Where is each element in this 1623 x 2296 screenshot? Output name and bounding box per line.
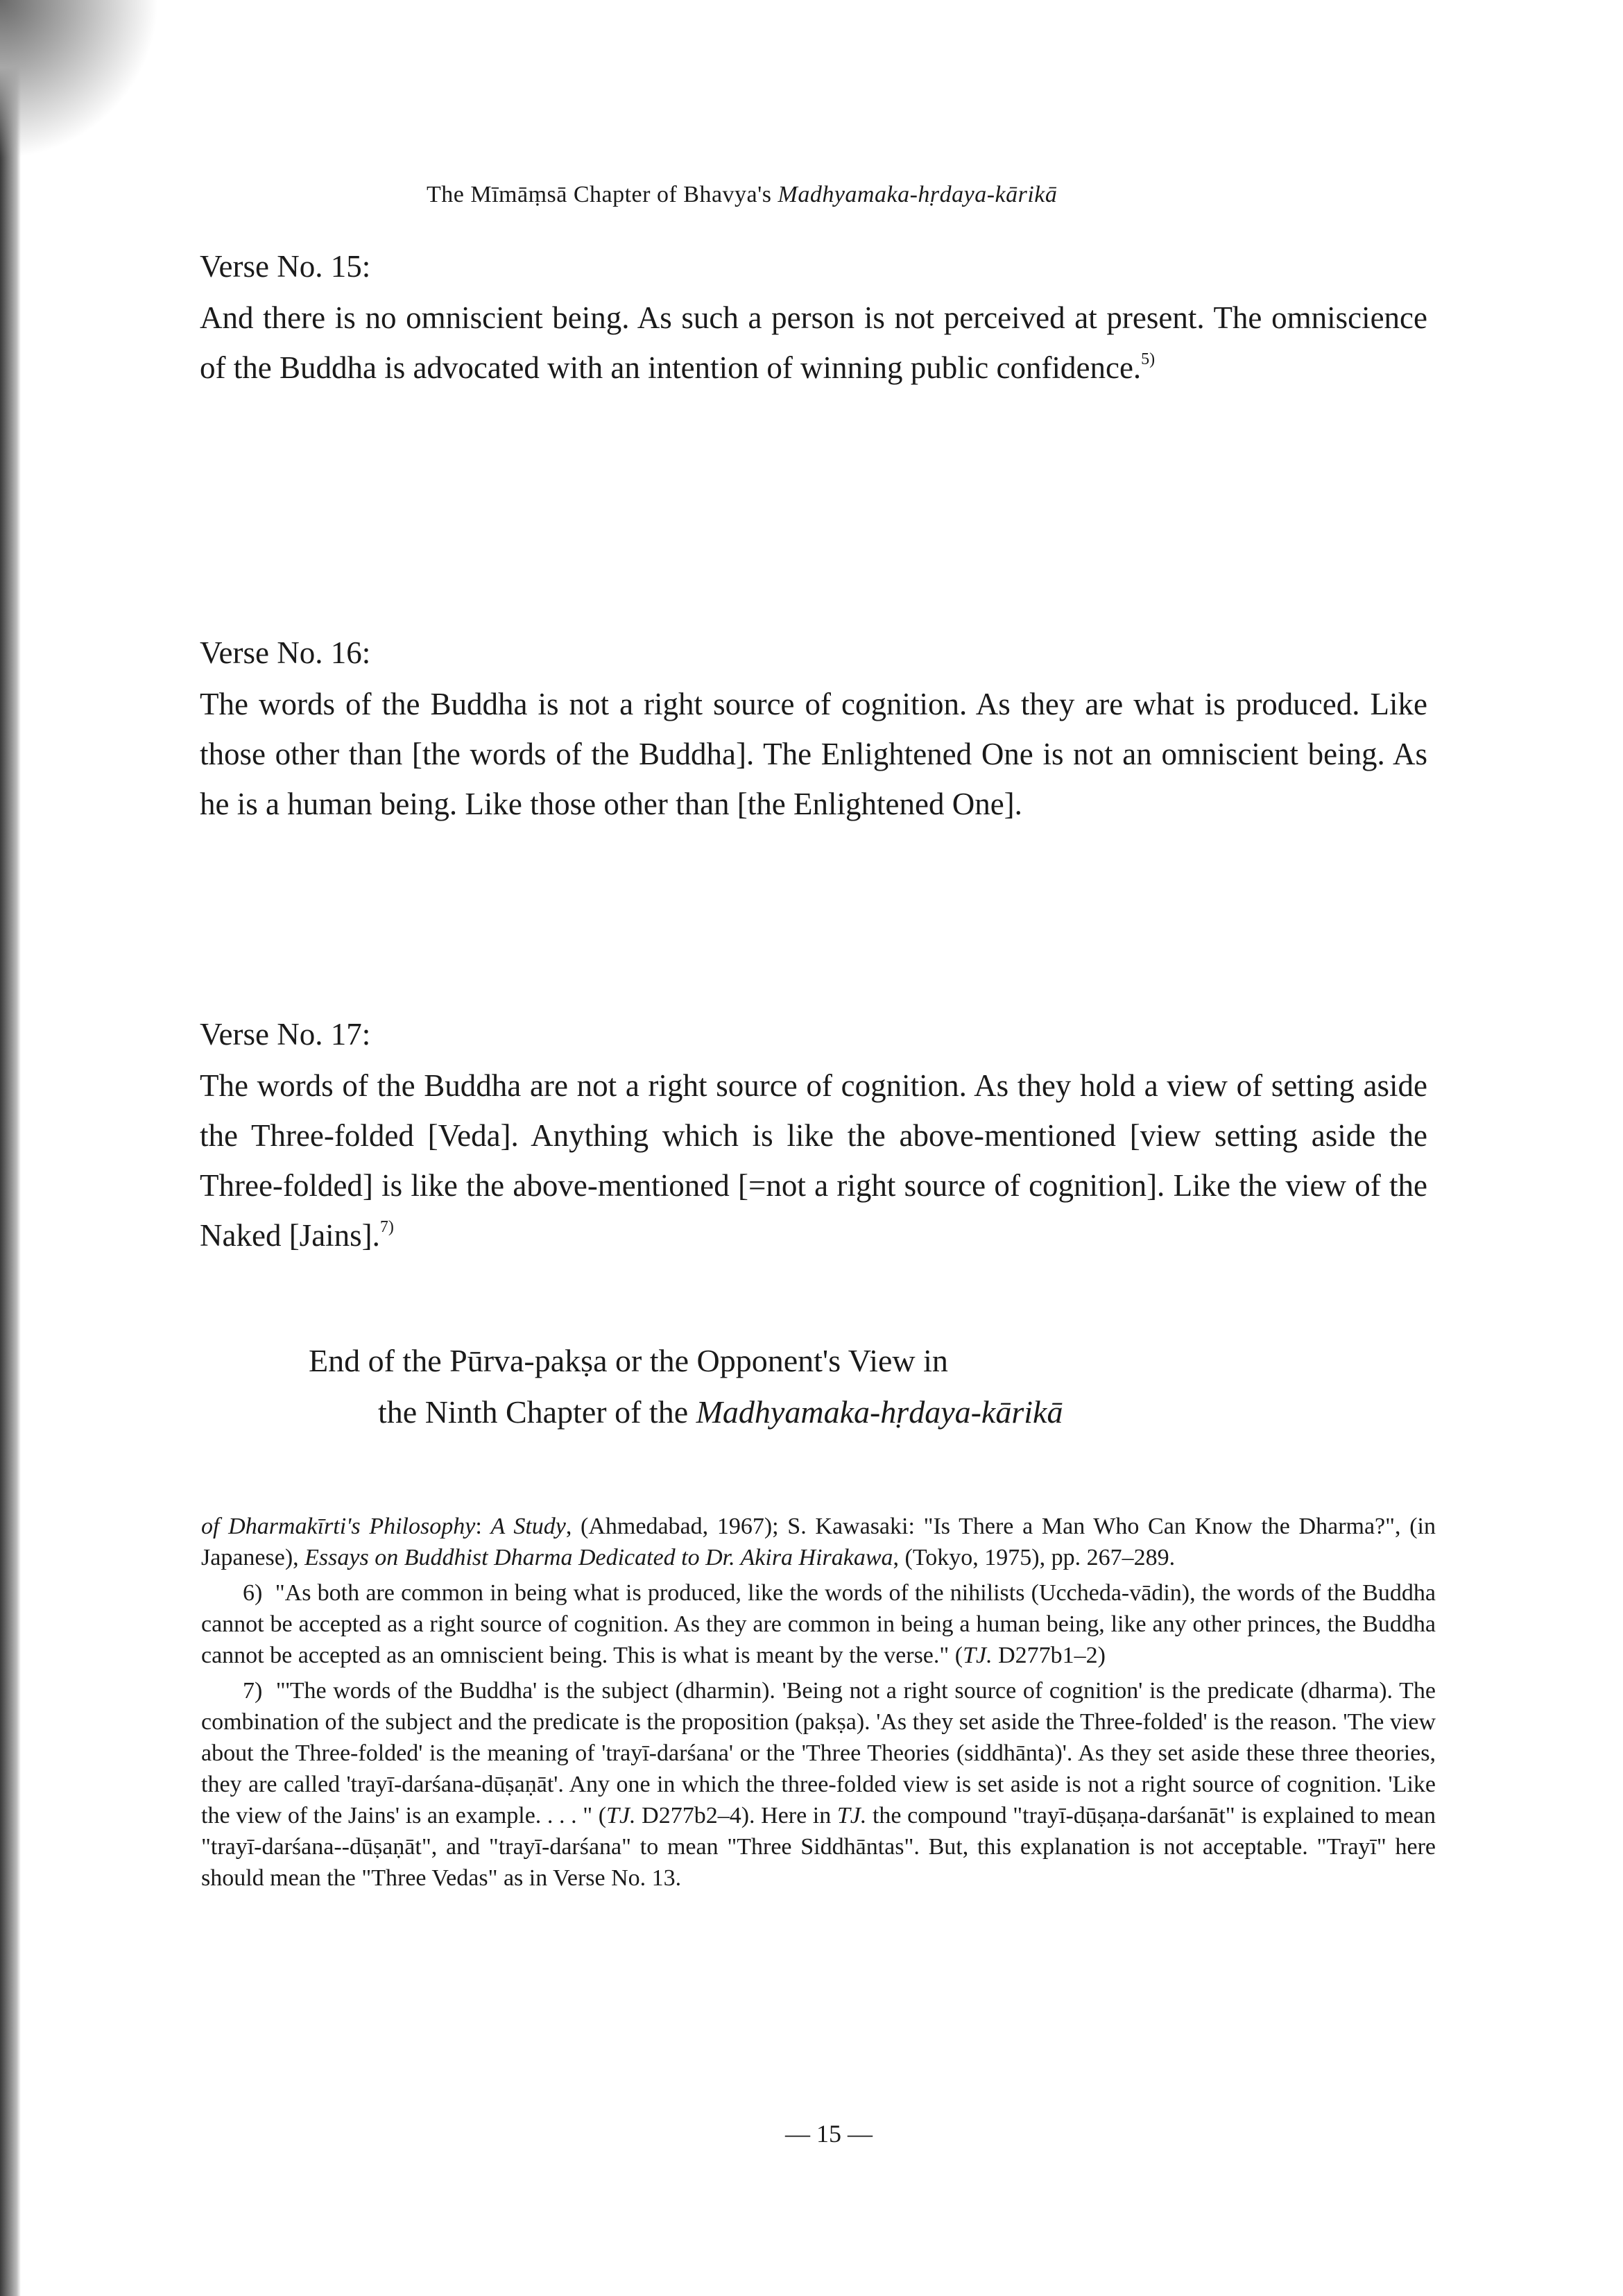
verse-label: Verse No. 16: (200, 635, 371, 670)
end-note-title: Madhyamaka-hṛdaya-kārikā (696, 1394, 1063, 1430)
footnote-ref: 7) (379, 1218, 394, 1236)
book-binding-shadow (0, 0, 21, 2296)
footnote-continuation: of Dharmakīrti's Philosophy: A Study, (Ahmedabad, 1967); S. Kawasaki: "Is There a Man Who Can Know the Dharma?", (in Japanese), Essays on Buddhist Dharma Dedicated to Dr. Akira Hirakawa, (Tokyo, 1975), pp. 267–289. (201, 1514, 1436, 1570)
verse-text: The words of the Buddha are not a right source of cognition. As they hold a view of setting aside the Three-folded [Veda]. Anything which is like the above-mentioned [view setting aside the Three-folded] is like the above-mentioned [=not a right source of cognition]. Like the view of the Naked [Jains].$^{7)}$ (200, 1068, 1427, 1253)
page-corner-shadow (0, 0, 160, 160)
chapter-end-note (309, 1335, 1349, 1438)
verse-label: Verse No. 15: (200, 249, 371, 284)
verse-15 (200, 241, 1427, 393)
running-head-title: Madhyamaka-hṛdaya-kārikā (778, 182, 1058, 207)
end-note-line-1: End of the Pūrva-pakṣa or the Opponent's View in (309, 1343, 948, 1378)
footnote-ref: 5) (1141, 350, 1156, 368)
footnote-6: 6) "As both are common in being what is produced, like the words of the nihilists (Uccheda-vādin), the words of the Buddha cannot be accepted as a right source of cognition. As they are common in being a human being, like any other princes, the Buddha cannot be accepted as an omniscient being. This is what is meant by the verse." (TJ. D277b1–2) (201, 1580, 1436, 1668)
verse-text: And there is no omniscient being. As such a person is not perceived at present. The omniscience of the Buddha is advocated with an intention of winning public confidence.$^{5)}$ (200, 300, 1427, 385)
end-note-line-2: the Ninth Chapter of the Madhyamaka-hṛdaya-kārikā (378, 1394, 1063, 1430)
footnote-number: 6) (243, 1580, 263, 1606)
verse-text: The words of the Buddha is not a right source of cognition. As they are what is produced. Like those other than [the words of the Buddha]. The Enlightened One is not an omniscient being. As he is a human being. Like those other than [the Enlightened One]. (200, 687, 1427, 821)
verse-17 (200, 1009, 1427, 1260)
footnote-7: 7) "'The words of the Buddha' is the subject (dharmin). 'Being not a right source of cognition' is the predicate (dharma). The combination of the subject and the predicate is the proposition (pakṣa). 'As they set aside the Three-folded' is the reason. 'The view about the Three-folded' is the meaning of 'trayī-darśana' or the 'Three Theories (siddhānta)'. As they set aside these three theories, they are called 'trayī-darśana-dūṣaṇāt'. Any one in which the three-folded view is set aside is not a right source of cognition. 'Like the view of the Jains' is an example. . . . " (TJ. D277b2–4). Here in TJ. the compound "trayī-dūṣaṇa-darśanāt" is explained to mean "trayī-darśana--dūṣaṇāt", and "trayī-darśana" to mean "Three Siddhāntas". But, this explanation is not acceptable. "Trayī" here should mean the "Three Vedas" as in Verse No. 13. (201, 1678, 1436, 1891)
running-head-text: The Mīmāṃsā Chapter of Bhavya's (427, 182, 778, 207)
footnotes (201, 1511, 1436, 1898)
footnote-number: 7) (243, 1678, 263, 1704)
running-head (427, 182, 1328, 208)
verse-label: Verse No. 17: (200, 1017, 371, 1052)
page-number: — 15 — (785, 2120, 873, 2148)
verse-16 (200, 628, 1427, 829)
